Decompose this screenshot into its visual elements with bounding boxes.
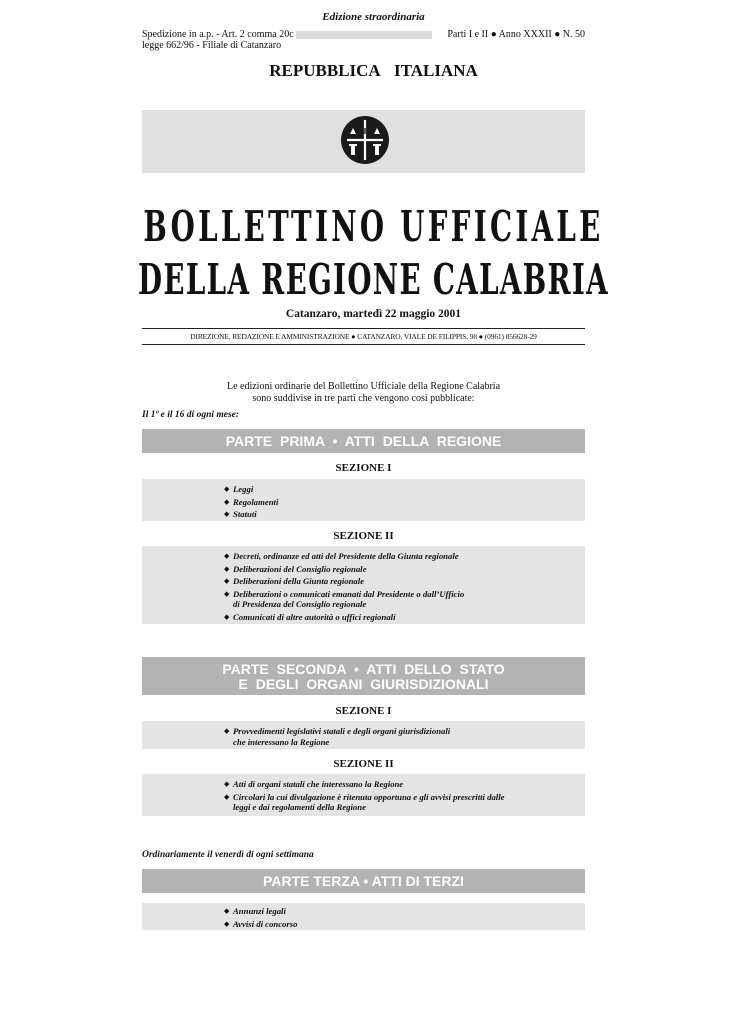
list-item: ◆ Deliberazioni della Giunta regionale xyxy=(224,576,365,586)
item-list xyxy=(224,483,278,521)
banner-parte-terza xyxy=(142,869,585,893)
list-item: ◆ Annunzi legali xyxy=(224,906,286,916)
divider-bottom xyxy=(142,344,585,345)
list-item: ◆ Leggi xyxy=(224,484,254,494)
banner-parte-terza-label: PARTE TERZA • ATTI DI TERZI xyxy=(263,873,464,889)
section-heading: SEZIONE II xyxy=(333,758,394,770)
section-heading: SEZIONE II xyxy=(333,530,394,542)
item-list xyxy=(224,905,298,930)
republic-heading: REPUBBLICA ITALIANA xyxy=(269,61,478,80)
address-line: DIREZIONE, REDAZIONE E AMMINISTRAZIONE ● CATANZARO, VIALE DE FILIPPIS, 98 ● (0961) 856628-29 xyxy=(190,332,537,341)
intro-line-2: sono suddivise in tre parti che vengono così pubblicate: xyxy=(252,393,475,404)
header-divider-bar xyxy=(296,31,432,39)
diamond-bullet-icon: ◆ xyxy=(224,485,230,493)
publication-date: Catanzaro, martedì 22 maggio 2001 xyxy=(285,308,462,320)
section-box xyxy=(142,546,585,624)
section-box xyxy=(142,774,585,816)
section-heading: SEZIONE I xyxy=(335,462,392,474)
diamond-bullet-icon: ◆ xyxy=(224,577,230,585)
region-emblem-icon xyxy=(339,114,391,166)
item-list xyxy=(224,550,464,623)
list-item: ◆ Circolari la cui divulgazione è ritenuta opportuna e gli avvisi prescritti dalle leggi e dai regolamenti della Regione xyxy=(224,791,505,812)
banner-parte-seconda-line-2: E DEGLI ORGANI GIURISDIZIONALI xyxy=(238,676,489,692)
banner-parte-prima-label: PARTE PRIMA • ATTI DELLA REGIONE xyxy=(225,433,502,449)
banner-parte-seconda-line-1: PARTE SECONDA • ATTI DELLO STATO xyxy=(222,661,505,677)
shipping-line-2: legge 662/96 - Filiale di Catanzaro xyxy=(142,40,282,51)
list-item: ◆ Decreti, ordinanze ed atti del Presidente della Giunta regionale xyxy=(224,551,459,561)
diamond-bullet-icon: ◆ xyxy=(224,552,230,560)
section-box xyxy=(142,903,585,930)
edition-label: Edizione straordinaria xyxy=(322,11,425,23)
item-list xyxy=(224,778,505,814)
item-list xyxy=(224,725,450,748)
list-item: ◆ Deliberazioni o comunicati emanati dal Presidente o dall’Ufficio di Presidenza del Consiglio regionale xyxy=(224,588,465,609)
bulletin-title-line-2: DELLA REGIONE CALABRIA xyxy=(138,255,609,304)
diamond-bullet-icon: ◆ xyxy=(224,497,230,506)
diamond-bullet-icon: ◆ xyxy=(224,907,230,915)
shipping-line-1: Spedizione in a.p. - Art. 2 comma 20c xyxy=(142,29,294,40)
section-heading: SEZIONE I xyxy=(335,705,392,717)
list-item: ◆ Deliberazioni del Consiglio regionale xyxy=(224,563,367,574)
banner-parte-seconda xyxy=(142,657,585,695)
list-item: ◆ Avvisi di concorso xyxy=(224,918,298,929)
divider-top xyxy=(142,328,585,329)
diamond-bullet-icon: ◆ xyxy=(224,589,230,598)
bulletin-title-line-1: BOLLETTINO UFFICIALE xyxy=(143,202,604,251)
issue-info: Parti I e II ● Anno XXXII ● N. 50 xyxy=(447,29,585,40)
banner-parte-prima xyxy=(142,429,585,453)
diamond-bullet-icon: ◆ xyxy=(224,780,230,788)
schedule-note-1: Il 1º e il 16 di ogni mese: xyxy=(142,410,240,420)
diamond-bullet-icon: ◆ xyxy=(224,919,230,928)
diamond-bullet-icon: ◆ xyxy=(224,727,230,735)
diamond-bullet-icon: ◆ xyxy=(224,792,230,801)
section-box xyxy=(142,721,585,749)
list-item: ◆ Regolamenti xyxy=(224,496,279,507)
section-box xyxy=(142,479,585,521)
shipping-info xyxy=(142,29,294,51)
schedule-note-2: Ordinariamente il venerdì di ogni settimana xyxy=(142,850,314,860)
list-item: ◆ Atti di organi statali che interessano la Regione xyxy=(224,779,404,789)
diamond-bullet-icon: ◆ xyxy=(224,510,230,518)
diamond-bullet-icon: ◆ xyxy=(224,564,230,573)
diamond-bullet-icon: ◆ xyxy=(224,612,230,621)
list-item: ◆ Provvedimenti legislativi statali e degli organi giurisdizionali che interessano la Regione xyxy=(224,726,451,747)
list-item: ◆ Comunicati di altre autorità o uffici regionali xyxy=(224,611,396,622)
intro-text xyxy=(0,381,727,405)
intro-line-1: Le edizioni ordinarie del Bollettino Ufficiale della Regione Calabria xyxy=(226,381,501,392)
list-item: ◆ Statuti xyxy=(224,509,257,519)
